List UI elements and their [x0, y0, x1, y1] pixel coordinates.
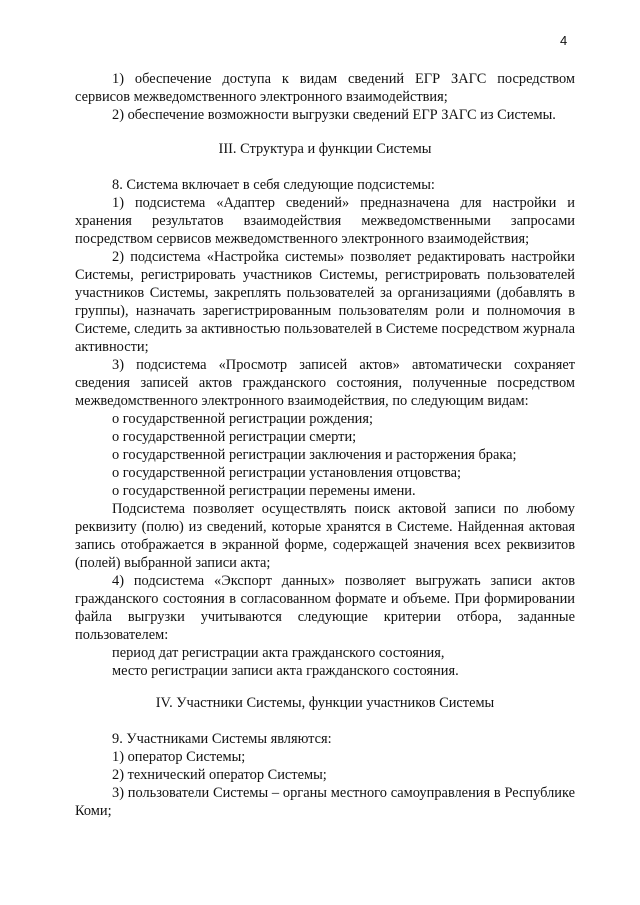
record-kind-birth: о государственной регистрации рождения; [112, 411, 373, 427]
record-kind-death: о государственной регистрации смерти; [112, 429, 357, 445]
document-body [75, 70, 575, 820]
clause-8-search-text: Подсистема позволяет осуществлять поиск актовой записи по любому реквизиту (полю) из сведений, которые хранятся в Системе. Найденная актовая запись отображается в экранной форме, содержащей значения всех реквизитов (полей) выбранной записи акта; [75, 501, 575, 571]
clause-8-item-1: 1) подсистема «Адаптер сведений» предназначена для настройки и хранения результатов взаимодействия межведомственными запросами посредством сервисов межведомственного электронного взаимодействия; [75, 195, 575, 247]
intro-item-2: 2) обеспечение возможности выгрузки сведений ЕГР ЗАГС из Системы. [112, 107, 556, 123]
clause-8-item-2: 2) подсистема «Настройка системы» позволяет редактировать настройки Системы, регистрировать участников Системы, регистрировать пользователей участников Системы, закреплять пользователей за организациями (добавлять в группы), назначать зарегистрированным пользователям роли и полномочия в Системе, следить за активностью пользователей в Системе посредством журнала активности; [75, 249, 575, 355]
section-4-heading: IV. Участники Системы, функции участников Системы [155, 695, 495, 711]
clause-9-item-3: 3) пользователи Системы – органы местного самоуправления в Республике Коми; [75, 785, 575, 819]
export-criterion-place: место регистрации записи акта гражданского состояния. [112, 663, 459, 679]
page-number: 4 [560, 33, 568, 48]
export-criterion-period: период дат регистрации акта гражданского состояния, [112, 645, 445, 661]
clause-9-lead: 9. Участниками Системы являются: [112, 731, 332, 747]
intro-item-1: 1) обеспечение доступа к видам сведений ЕГР ЗАГС посредством сервисов межведомственного электронного взаимодействия; [75, 71, 575, 105]
clause-8-item-4: 4) подсистема «Экспорт данных» позволяет выгружать записи актов гражданского состояния в согласованном формате и объеме. При формировании файла выгрузки учитываются следующие критерии отбора, заданные пользователем: [75, 573, 575, 643]
record-kind-name-change: о государственной регистрации перемены имени. [112, 483, 416, 499]
clause-9-item-1: 1) оператор Системы; [112, 749, 246, 765]
clause-9-item-2: 2) технический оператор Системы; [112, 767, 327, 783]
clause-8-item-3: 3) подсистема «Просмотр записей актов» автоматически сохраняет сведения записей актов гражданского состояния, полученные посредством межведомственного электронного взаимодействия, по следующим видам: [75, 357, 575, 409]
section-3-heading: III. Структура и функции Системы [218, 141, 432, 157]
clause-8-lead: 8. Система включает в себя следующие подсистемы: [112, 177, 435, 193]
record-kind-paternity: о государственной регистрации установления отцовства; [112, 465, 461, 481]
record-kind-marriage: о государственной регистрации заключения и расторжения брака; [112, 447, 517, 463]
